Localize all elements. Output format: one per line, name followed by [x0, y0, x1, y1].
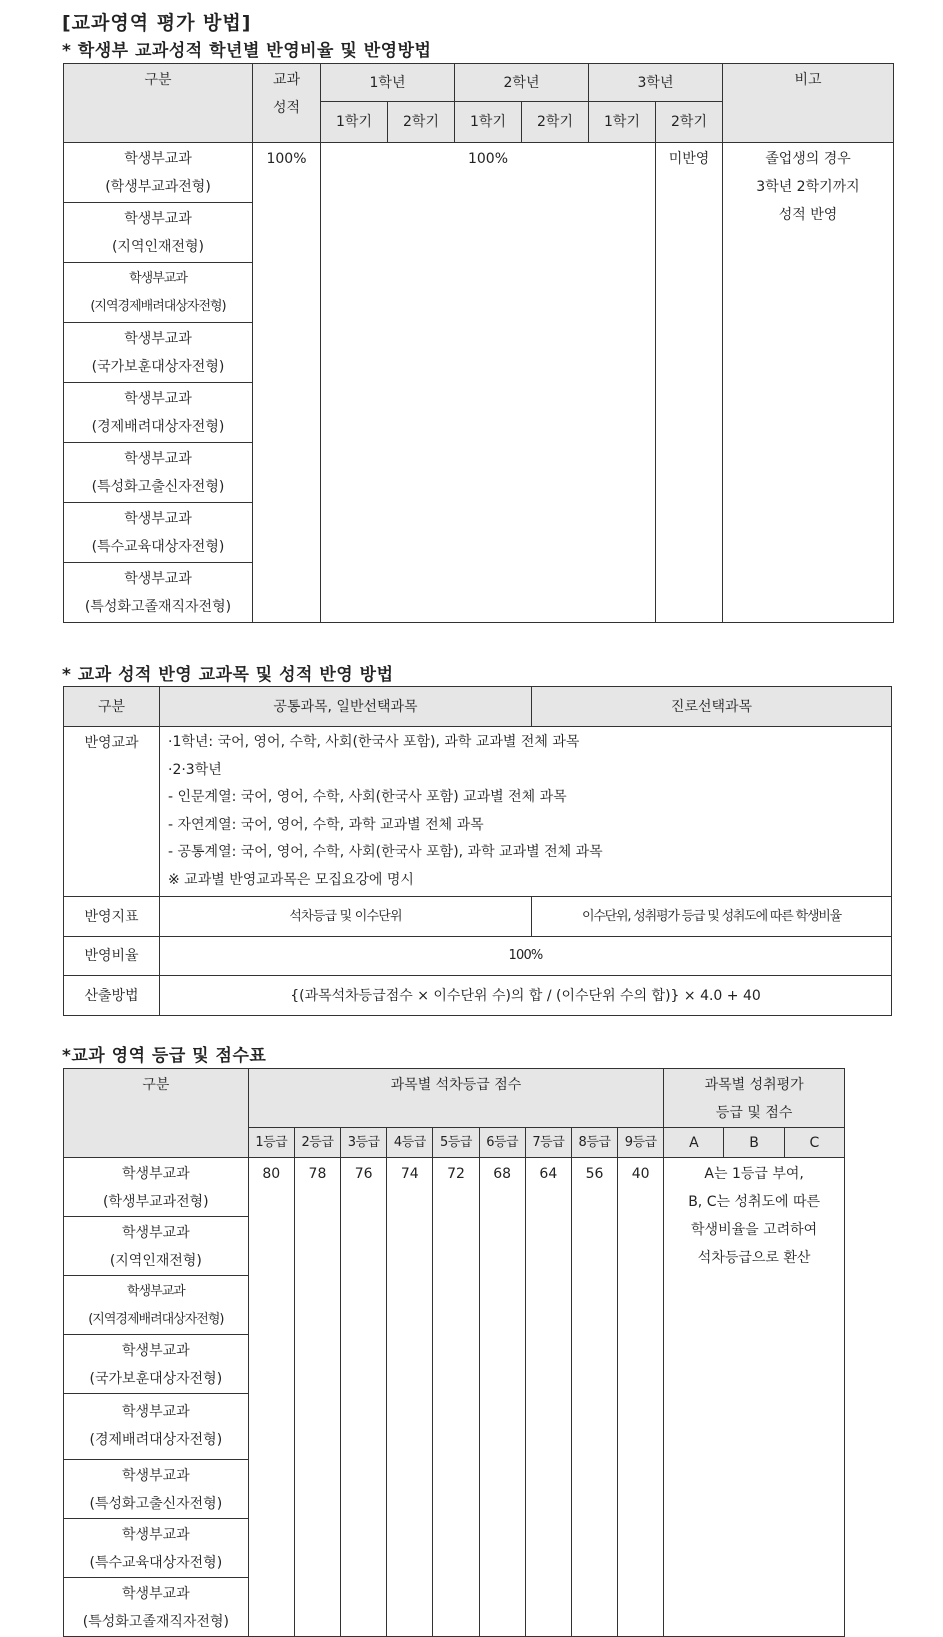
calc-formula: {(과목석차등급점수 × 이수단위 수)의 합 / (이수단위 수의 합)} × 4.0 + 40 — [160, 976, 892, 1016]
subjects-label: 반영교과 — [64, 727, 160, 897]
grade-score-table — [63, 1068, 845, 1637]
index-label: 반영지표 — [64, 897, 160, 937]
grade-header: 4등급 — [387, 1128, 433, 1158]
document-title: [교과영역 평가 방법] — [62, 12, 252, 34]
admission-type-cell: 학생부교과 (학생부교과전형) — [64, 143, 253, 203]
admission-type-cell: 학생부교과 (특수교육대상자전형) — [64, 503, 253, 563]
grade-header: 7등급 — [525, 1128, 571, 1158]
admission-type-cell: 학생부교과 (특성화고졸재직자전형) — [64, 1578, 249, 1637]
achieve-grade-a: A — [664, 1128, 724, 1158]
grade-header: 6등급 — [479, 1128, 525, 1158]
index-general-value: 석차등급 및 이수단위 — [160, 897, 532, 937]
admission-type-cell: 학생부교과 (지역인재전형) — [64, 203, 253, 263]
header-subject-grade: 교과 성적 — [253, 64, 321, 143]
header-year3: 3학년 — [589, 64, 723, 102]
header-year1-sem2: 2학기 — [388, 102, 455, 143]
grade-score: 80 — [248, 1158, 294, 1637]
grade-header: 1등급 — [248, 1128, 294, 1158]
grade-score: 40 — [618, 1158, 664, 1637]
section1-title: * 학생부 교과성적 학년별 반영비율 및 반영방법 — [62, 41, 432, 61]
header-category: 구분 — [64, 64, 253, 143]
last-semester-value: 미반영 — [656, 143, 723, 623]
semester-ratio-value: 100% — [321, 143, 656, 623]
header-achievement: 과목별 성취평가 등급 및 점수 — [664, 1069, 845, 1128]
admission-type-cell: 학생부교과 (특수교육대상자전형) — [64, 1519, 249, 1578]
index-career-value: 이수단위, 성취평가 등급 및 성취도에 따른 학생비율 — [532, 897, 892, 937]
grade-score: 72 — [433, 1158, 479, 1637]
subject-method-table — [63, 686, 892, 1016]
grade-header: 8등급 — [571, 1128, 617, 1158]
grade-score: 64 — [525, 1158, 571, 1637]
admission-type-cell: 학생부교과 (경제배려대상자전형) — [64, 1394, 249, 1460]
achievement-note: A는 1등급 부여, B, C는 성취도에 따른 학생비율을 고려하여 석차등급으로 환산 — [664, 1158, 845, 1637]
admission-type-cell: 학생부교과 (국가보훈대상자전형) — [64, 323, 253, 383]
grade-header: 5등급 — [433, 1128, 479, 1158]
grade-header: 2등급 — [294, 1128, 340, 1158]
grade-header: 3등급 — [341, 1128, 387, 1158]
admission-type-cell: 학생부교과 (지역인재전형) — [64, 1217, 249, 1276]
ratio-value: 100% — [160, 937, 892, 976]
header-category: 구분 — [64, 1069, 249, 1158]
admission-type-cell: 학생부교과 (특성화고출신자전형) — [64, 443, 253, 503]
header-year2-sem2: 2학기 — [522, 102, 589, 143]
header-year1-sem1: 1학기 — [321, 102, 388, 143]
header-career-subjects: 진로선택과목 — [532, 687, 892, 727]
admission-type-cell: 학생부교과 (지역경제배려대상자전형) — [64, 263, 253, 323]
grade-score: 56 — [571, 1158, 617, 1637]
header-category: 구분 — [64, 687, 160, 727]
admission-type-cell: 학생부교과 (특성화고출신자전형) — [64, 1460, 249, 1519]
achieve-grade-c: C — [784, 1128, 844, 1158]
admission-type-cell: 학생부교과 (경제배려대상자전형) — [64, 383, 253, 443]
header-general-subjects: 공통과목, 일반선택과목 — [160, 687, 532, 727]
header-year2-sem1: 1학기 — [455, 102, 522, 143]
grade-score: 78 — [294, 1158, 340, 1637]
section2-title: * 교과 성적 반영 교과목 및 성적 반영 방법 — [62, 665, 394, 685]
admission-type-cell: 학생부교과 (학생부교과전형) — [64, 1158, 249, 1217]
header-year1: 1학년 — [321, 64, 455, 102]
header-year3-sem1: 1학기 — [589, 102, 656, 143]
section3-title: *교과 영역 등급 및 점수표 — [62, 1046, 267, 1066]
subjects-description: ·1학년: 국어, 영어, 수학, 사회(한국사 포함), 과학 교과별 전체 과목 ·2·3학년 - 인문계열: 국어, 영어, 수학, 사회(한국사 포함) 교과별 전체 과목 - 자연계열: 국어, 영어, 수학, 과학 교과별 전체 과목 - 공통계열: 국어, 영어, 수학, 사회(한국사 포함), 과학 교과별 전체 과목 ※ 교과별 반영교과목은 모집요강에 명시 — [160, 727, 892, 897]
admission-type-cell: 학생부교과 (지역경제배려대상자전형) — [64, 1276, 249, 1335]
header-remarks: 비고 — [723, 64, 894, 143]
remarks-note: 졸업생의 경우 3학년 2학기까지 성적 반영 — [723, 143, 894, 623]
header-year2: 2학년 — [455, 64, 589, 102]
calc-label: 산출방법 — [64, 976, 160, 1016]
ratio-label: 반영비율 — [64, 937, 160, 976]
grade-score: 76 — [341, 1158, 387, 1637]
header-year3-sem2: 2학기 — [656, 102, 723, 143]
admission-type-cell: 학생부교과 (특성화고졸재직자전형) — [64, 563, 253, 623]
grade-score: 74 — [387, 1158, 433, 1637]
grade-header: 9등급 — [618, 1128, 664, 1158]
subject-ratio-value: 100% — [253, 143, 321, 623]
achieve-grade-b: B — [724, 1128, 784, 1158]
header-rank-score: 과목별 석차등급 점수 — [248, 1069, 664, 1128]
grade-ratio-table — [63, 63, 894, 623]
grade-score: 68 — [479, 1158, 525, 1637]
admission-type-cell: 학생부교과 (국가보훈대상자전형) — [64, 1335, 249, 1394]
